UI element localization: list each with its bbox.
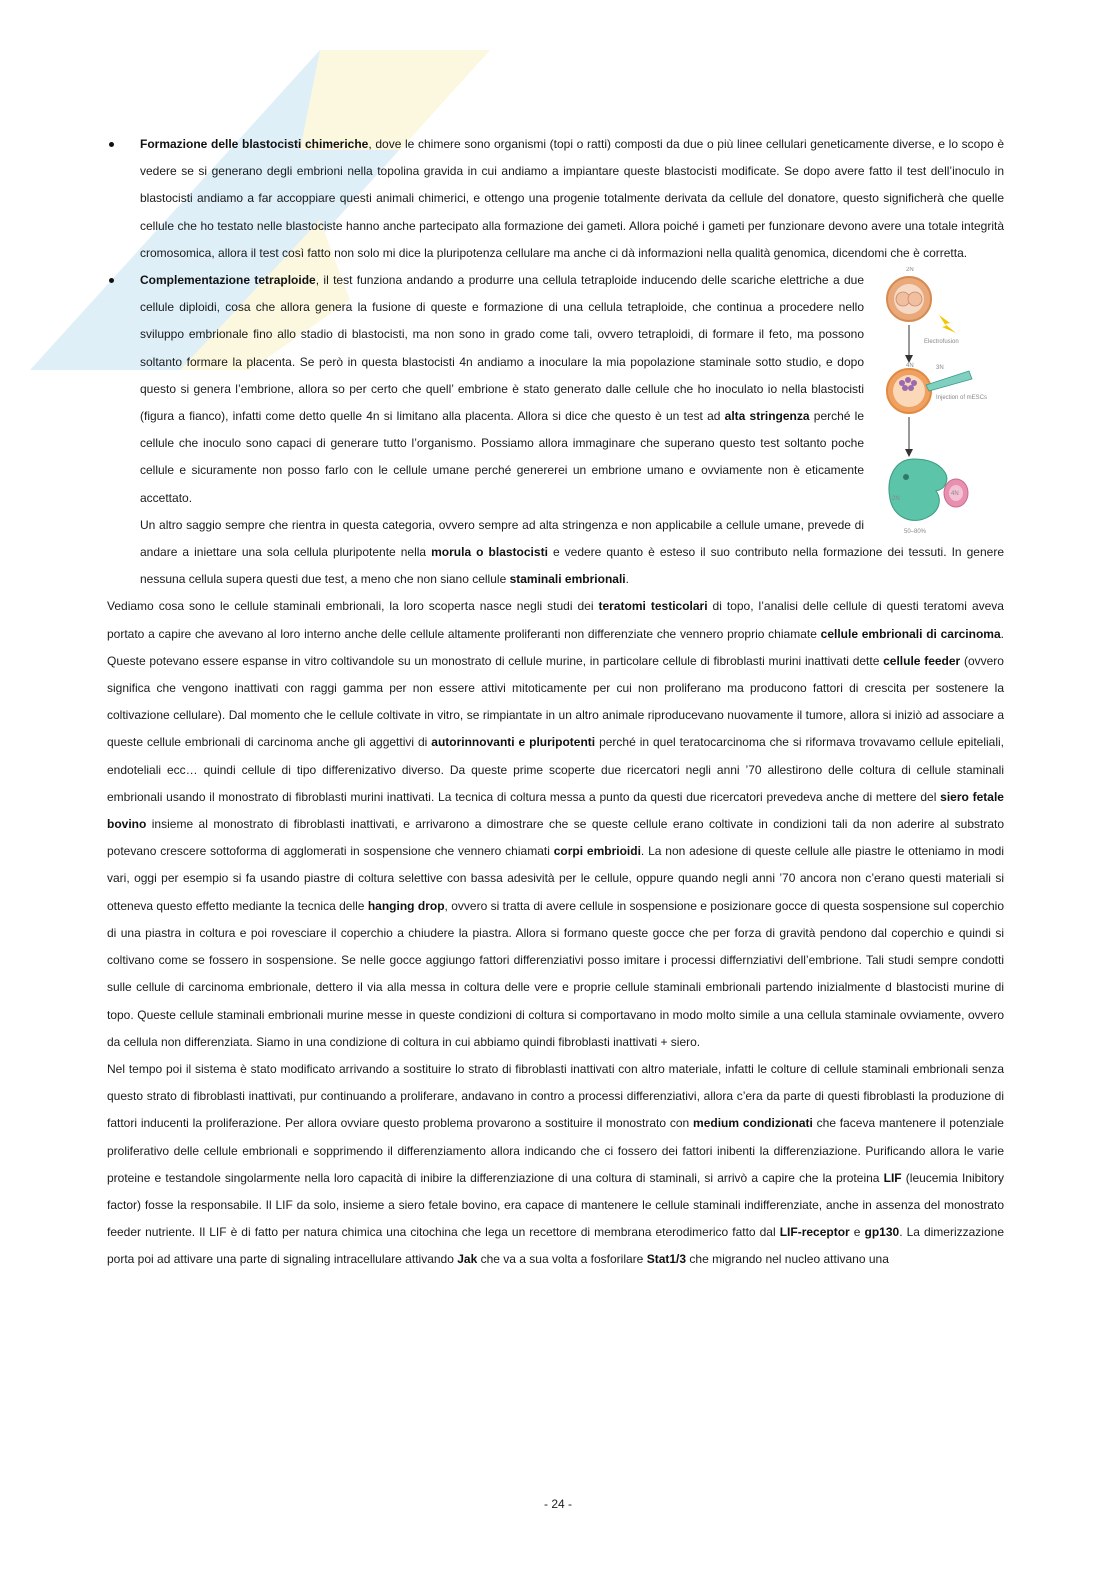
paragraph-text: (ovvero significa che vengono inattivati con raggi gamma per non essere attivi mitoticamente per cui non proliferano ma producono fattori di crescita per sostenere la coltivazione cellulare). Dal momento che le cellule coltivate in vitro, se rimpiantate in un altro animale riproducevano nuovamente il tumore, allora si iniziò ad associare a queste cellule embrionali di carcinoma anche gli aggettivi di <box>107 653 1004 750</box>
figure-label: 50–80% <box>904 529 927 536</box>
bold-term: LIF-receptor <box>779 1225 850 1240</box>
document-body <box>107 131 1004 1274</box>
figure-label: 2N <box>892 496 900 503</box>
paragraph-embryonic-stem-cells <box>107 593 1004 1055</box>
bold-term: medium condizionati <box>693 1116 813 1131</box>
paragraph-text: , il test funziona andando a produrre una cellula tetraploide inducendo delle scariche elettriche a due cellule diploidi, cosa che allora genera la fusione di queste e formazione di una cellula tetraploide, che continua a procedere nello sviluppo embrionale fino allo stadio di blastocisti, ma non sono in grado come tali, ovvero tetraploidi, di formare il feto, ma possono soltanto formare la placenta. Se però in questa blastocisti 4n andiamo a inoculare la mia popolazione staminale sotto studio, e dopo questo si genera l’embrione, allora so per certo che quell’ embrione è stato generato dalle cellule che ho inoculato io nella blastocisti (figura a fianco), infatti come detto quelle 4n si limitano alla placenta. Allora si dice che questo è un test ad <box>140 273 864 424</box>
paragraph <box>140 512 1004 594</box>
bold-term: Stat1/3 <box>646 1252 687 1267</box>
bullet-dot-icon <box>109 278 114 283</box>
figure-label: 2N <box>906 267 914 274</box>
paragraph-text: che faceva mantenere il potenziale proliferativo delle cellule embrionali e sopprimendo il differenziamento allora indicando che ci fossero dei fattori inibenti la differenziazione. Purificando allora le varie proteine e testandole singolarmente nella loro capacità di inibire la differenziazione di una coltura di staminali, si arrivò a capire che la proteina <box>107 1116 1004 1185</box>
bold-term: LIF <box>883 1170 902 1185</box>
figure-label: Injection of mESCs <box>936 395 988 402</box>
figure-label: 4N <box>906 363 914 370</box>
bold-term: teratomi testicolari <box>598 599 708 614</box>
paragraph-text: insieme al monostrato di fibroblasti inattivati, e arrivarono a dimostrare che se queste cellule erano coltivate in condizioni tali da non aderire al substrato potevano crescere sottoforma di agglomerati in sospensione che vennero chiamati <box>107 817 1004 859</box>
paragraph-text: Nel tempo poi il sistema è stato modificato arrivando a sostituire lo strato di fibroblasti inattivati con altro materiale, infatti le colture di cellule staminali embrionali senza questo strato di fibroblasti inattivati, pur continuando a proliferare, andavano in contro a processi differenziativi, allora c’era da parte di questi fibroblasti la produzione di fattori inducenti la proliferazione. Per allora ovviare questo problema provarono a sostituire il monostrato con <box>107 1061 1004 1131</box>
bold-term: gp130 <box>864 1225 900 1240</box>
paragraph-text: . <box>625 572 629 587</box>
bold-term: autorinnovanti e pluripotenti <box>431 735 596 750</box>
bold-term: Formazione delle blastocisti chimeriche <box>140 137 369 151</box>
figure-label: 4N <box>951 491 959 498</box>
paragraph-text: . La non adesione di queste cellule alle piastre le otteniamo in modi vari, oggi per esempio si fa usando piastre di coltura selettive con bassa adesività per le cellule, oppure quando negli anni ’70 ancora non c’erano questi materiali si otteneva questo effetto mediante la tecnica delle <box>107 844 1004 913</box>
paragraph-text: e vedere quanto è esteso il suo contributo nella formazione dei tessuti. In genere nessuna cellula supera questi due test, a meno che non siano cellule <box>140 545 1004 587</box>
paragraph-lif <box>107 1056 1004 1274</box>
bold-term: morula o blastocisti <box>431 545 548 560</box>
paragraph-text: di topo, l’analisi delle cellule di questi teratomi aveva portato a capire che avevano al loro interno anche delle cellule altamente proliferanti non differenziate che vennero proprio chiamate <box>107 599 1004 641</box>
bold-term: cellule feeder <box>883 653 961 668</box>
paragraph <box>140 267 1004 512</box>
bold-term: hanging drop <box>367 898 445 913</box>
figure-label: 3N <box>936 365 944 372</box>
paragraph-text: . La dimerizzazione porta poi ad attivare una parte di signaling intracellulare attivando <box>107 1225 1004 1267</box>
paragraph-text: , ovvero si tratta di avere cellule in sospensione e posizionare gocce di questa sospensione sul coperchio di una piastra in coltura e poi rovesciare il coperchio a chiudere la piastra. Allora si formano queste gocce che per forza di gravità pendono dal coperchio e quindi si coltivano come se fossero in sospensione. Se nelle gocce aggiungo fattori differenziativi posso imitare i processi differnziativi dell’embrione. Tali studi sempre condotti sulle cellule di carcinoma embrionale, dettero il via alla messa in coltura delle vere e proprie cellule staminali embrionali partendo inizialmente d blastocisti murine di topo. Queste cellule staminali embrionali murine messe in queste condizioni di coltura si comportavano in modo molto simile a una cellula staminale ovviamente, ovvero da cellula non differenziata. Siamo in una condizione di coltura in cui abbiamo quindi fibroblasti inattivati + siero. <box>107 898 1005 1049</box>
figure-illustration <box>884 267 1004 539</box>
bold-term: cellule embrionali di carcinoma <box>820 626 1001 641</box>
paragraph-text: perché in quel teratocarcinoma che si riformava trovavamo cellule epiteliali, endoteliali ecc… quindi cellule di tipo differenizativo diverso. Da queste prime scoperte due ricercatori negli anni ’70 allestirono delle coltura di cellule staminali embrionali usando il monostrato di fibroblasti murini inattivati. La tecnica di coltura messa a punto da questi due ricercatori prevedeva anche di mettere del <box>107 735 1005 804</box>
bullet-tetraploid-complementation <box>107 267 1004 593</box>
figure-label: Electrofusion <box>924 339 959 346</box>
bullet-dot-icon <box>109 142 114 147</box>
bullet-chimeric-blastocysts <box>107 131 1004 267</box>
bold-term: staminali embrionali <box>509 572 626 587</box>
tetraploid-complementation-figure <box>884 267 1004 539</box>
bold-term: Complementazione tetraploide <box>140 273 316 288</box>
bold-term: siero fetale bovino <box>107 789 1004 832</box>
paragraph-text: Vediamo cosa sono le cellule staminali embrionali, la loro scoperta nasce negli studi dei <box>107 599 599 614</box>
paragraph-text: . Queste potevano essere espanse in vitro coltivandole su un monostrato di cellule murine, in particolare cellule di fibroblasti murini inattivati dette <box>107 626 1004 668</box>
paragraph-text: che va a sua volta a fosforilare <box>477 1252 647 1267</box>
page-number: - 24 - <box>543 1497 572 1511</box>
paragraph-text: e <box>849 1225 865 1240</box>
paragraph-text: , dove le chimere sono organismi (topi o ratti) composti da due o più linee cellulari geneticamente diverse, e lo scopo è vedere se si generano degli embrioni nella topolina gravida in cui andiamo a impiantare queste blastocisti modificate. Se dopo avere fatto il test dell’inoculo in blastocisti andiamo a far accoppiare questi animali chimerici, e ottengo una progenie totalmente derivata da cellule del donatore, questo significherà che quelle cellule che ho testato nelle blastociste hanno anche partecipato alla formazione dei gameti. Allora poiché i gameti per funzionare devono avere una totale integrità cromosomica, allora il test così fatto non solo mi dice la pluripotenza cellulare ma anche ci dà informazioni nella qualità genomica, dicendomi che è corretta. <box>140 137 1004 260</box>
paragraph-text: perché le cellule che inoculo sono capaci di generare tutto l’organismo. Possiamo allora immaginare che superano questo test soltanto poche cellule e sicuramente non posso farlo con le cellule umane perché genererei un embrione umano e ovviamente non è eticamente accettato. <box>140 409 865 505</box>
bold-term: alta stringenza <box>724 409 810 424</box>
paragraph-text: (leucemia Inibitory factor) fosse la responsabile. Il LIF da solo, insieme a siero fetale bovino, era capace di mantenere le cellule staminali indifferenziate, anche in assenza del monostrato feeder nutriente. Il LIF è di fatto per natura chimica una citochina che lega un recettore di membrana eterodimerico fatto dal <box>107 1170 1004 1240</box>
paragraph-text: che migrando nel nucleo attivano una <box>686 1252 889 1267</box>
bold-term: corpi embrioidi <box>553 844 641 859</box>
paragraph-text: Un altro saggio sempre che rientra in questa categoria, ovvero sempre ad alta stringenza e non applicabile a cellule umane, prevede di andare a iniettare una sola cellula pluripotente nella <box>140 517 864 560</box>
bold-term: Jak <box>457 1252 478 1267</box>
